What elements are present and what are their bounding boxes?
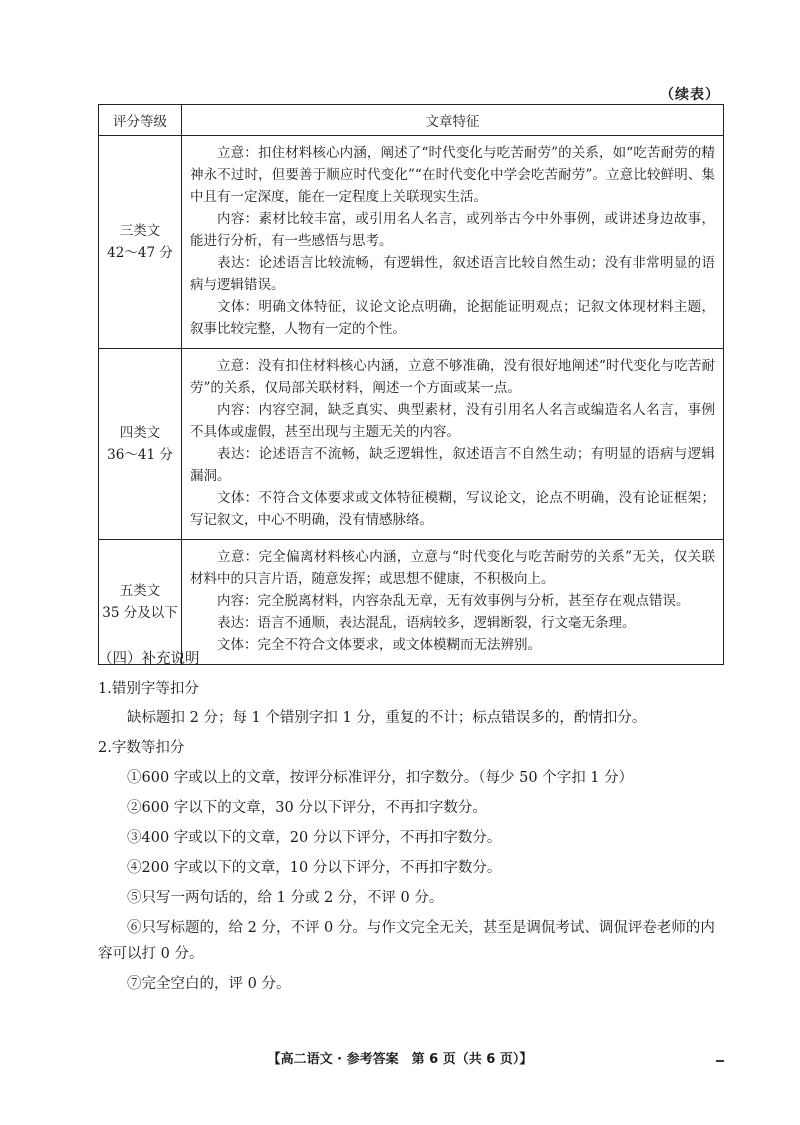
table-header-row (99, 105, 724, 136)
feature-paragraph: 文体：不符合文体要求或文体特征模糊，写议论文，论点不明确，没有论证框架；写记叙文，中心不明确，没有情感脉络。 (190, 490, 715, 528)
continued-label: （续表） (660, 87, 720, 103)
feature-paragraph: 立意：扣住材料核心内涵，阐述了“时代变化与吃苦耐劳”的关系，如“吃苦耐劳的精神永不过时，但要善于顺应时代变化”“在时代变化中学会吃苦耐劳”。立意比较鲜明、集中且有一定深度，能在一定程度上关联现实生活。 (190, 145, 715, 205)
notes-heading: （四）补充说明 (98, 651, 200, 667)
feature-paragraph: 立意：完全偏离材料核心内涵，立意与“时代变化与吃苦耐劳的关系”无关，仅关联材料中的只言片语，随意发挥；或思想不健康，不积极向上。 (190, 549, 715, 587)
feature-paragraph: 表达：论述语言比较流畅，有逻辑性，叙述语言比较自然生动；没有非常明显的语病与逻辑错误。 (190, 255, 715, 293)
feature-paragraph: 表达：论述语言不流畅，缺乏逻辑性，叙述语言不自然生动；有明显的语病与逻辑漏洞。 (190, 446, 715, 484)
page-footer: 【高二语文 · 参考答案 第 6 页（共 6 页）】 (267, 1052, 533, 1067)
section-title: 1.错别字等扣分 (98, 681, 199, 697)
feature-paragraph: 内容：素材比较丰富，或引用名人名言，或列举古今中外事例，或讲述身边故事，能进行分析，有一些感悟与思考。 (190, 211, 715, 249)
scan-mark (716, 1060, 724, 1062)
list-item: ②600 字以下的文章，30 分以下评分，不再扣字数分。 (127, 800, 487, 816)
header-level: 评分等级 (99, 105, 182, 136)
table-row (99, 136, 724, 349)
feature-paragraph: 文体：完全不符合文体要求，或文体模糊而无法辨别。 (217, 637, 541, 653)
grade-level-name: 四类文 (119, 425, 161, 441)
grade-level-range: 35 分及以下 (102, 605, 178, 621)
list-item: ①600 字或以上的文章，按评分标准评分，扣字数分。（每少 50 个字扣 1 分） (127, 770, 634, 786)
section-text: 缺标题扣 2 分；每 1 个错别字扣 1 分，重复的不计；标点错误多的，酌情扣分。 (127, 710, 647, 726)
features-cell (182, 349, 724, 540)
grade-level-cell (99, 349, 182, 540)
section-title: 2.字数等扣分 (98, 740, 185, 756)
grading-table (98, 104, 724, 665)
table-row (99, 349, 724, 540)
features-cell (182, 136, 724, 349)
list-item: ⑥只写标题的，给 2 分，不评 0 分。与作文完全无关，甚至是调侃考试、调侃评卷老师的内容可以打 0 分。 (98, 920, 715, 962)
grade-level-name: 五类文 (119, 583, 161, 599)
supplementary-notes (98, 646, 724, 997)
header-features: 文章特征 (182, 105, 724, 136)
list-item: ⑤只写一两句话的，给 1 分或 2 分，不评 0 分。 (127, 890, 444, 906)
feature-paragraph: 立意：没有扣住材料核心内涵，立意不够准确，没有很好地阐述“时代变化与吃苦耐劳”的关系，仅局部关联材料，阐述一个方面或某一点。 (190, 358, 715, 396)
feature-paragraph: 表达：语言不通顺，表达混乱，语病较多，逻辑断裂，行文毫无条理。 (217, 615, 636, 631)
list-item: ④200 字或以下的文章，10 分以下评分，不再扣字数分。 (127, 860, 502, 876)
grade-level-cell (99, 136, 182, 349)
feature-paragraph: 文体：明确文体特征，议论文论点明确，论据能证明观点；记叙文体现材料主题，叙事比较完整，人物有一定的个性。 (190, 299, 715, 337)
feature-paragraph: 内容：完全脱离材料，内容杂乱无章，无有效事例与分析，甚至存在观点错误。 (217, 593, 690, 609)
grade-level-range: 36～41 分 (107, 447, 173, 463)
feature-paragraph: 内容：内容空洞，缺乏真实、典型素材，没有引用名人名言或编造名人名言，事例不具体或虚假，甚至出现与主题无关的内容。 (190, 402, 715, 440)
list-item: ⑦完全空白的，评 0 分。 (127, 976, 291, 992)
grade-level-range: 42～47 分 (107, 245, 173, 261)
list-item: ③400 字或以下的文章，20 分以下评分，不再扣字数分。 (127, 830, 502, 846)
grade-level-name: 三类文 (119, 223, 161, 239)
